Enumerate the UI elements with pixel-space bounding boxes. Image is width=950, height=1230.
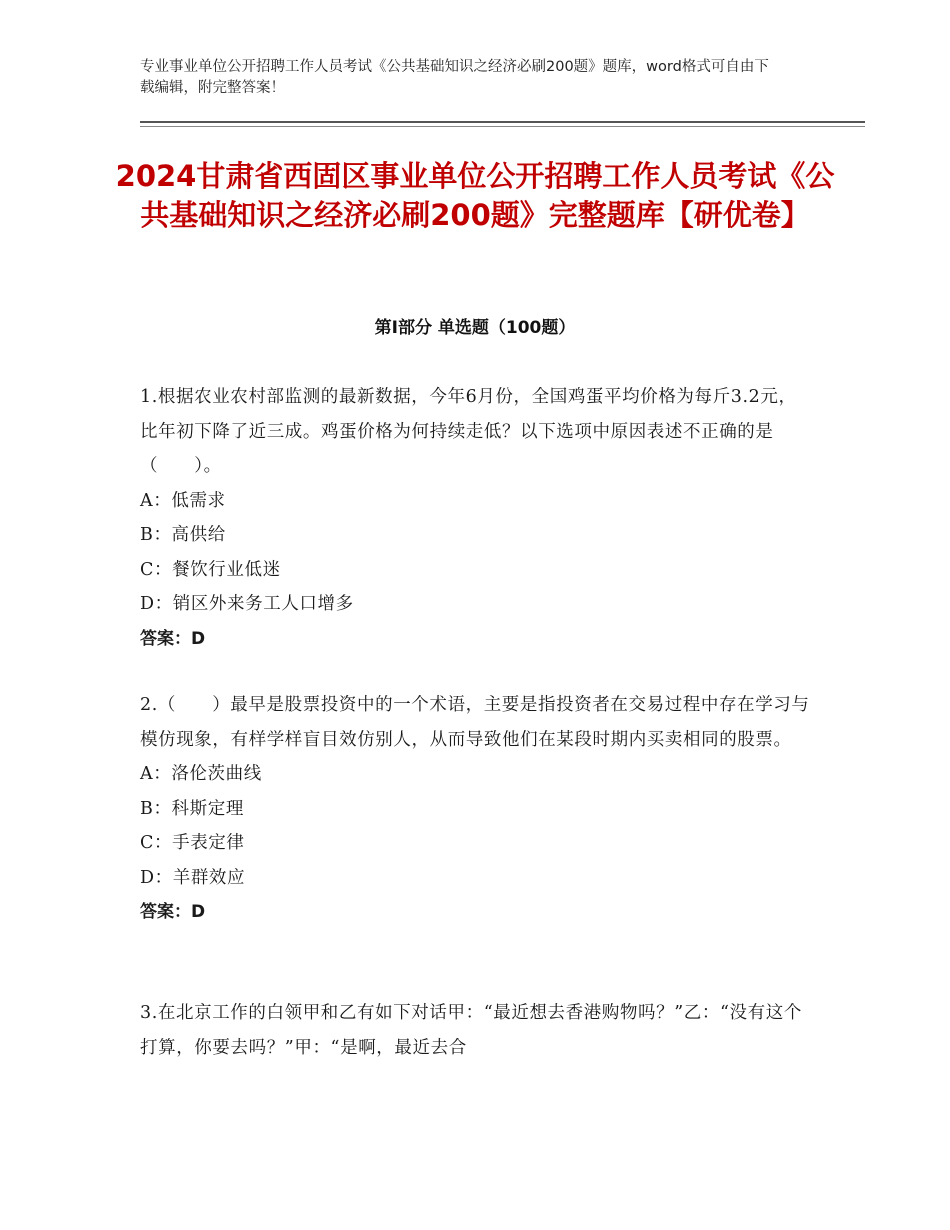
header-divider-thin [140, 126, 865, 127]
option-c: C：餐饮行业低迷 [140, 559, 281, 580]
question-3 [140, 996, 810, 1065]
question-1 [140, 380, 810, 656]
option-d: D：销区外来务工人口增多 [140, 594, 354, 614]
section-heading: 第Ⅰ部分 单选题（100题） [374, 318, 576, 338]
option-d: D：羊群效应 [140, 867, 246, 888]
option-a: A：洛伦茨曲线 [140, 764, 262, 784]
document-title: 2024甘肃省西固区事业单位公开招聘工作人员考试《公共基础知识之经济必刷200题》完整题库【研优卷】 [115, 159, 835, 232]
question-2 [140, 688, 810, 930]
option-a: A：低需求 [140, 490, 226, 511]
header-note: 专业事业单位公开招聘工作人员考试《公共基础知识之经济必刷200题》题库，word格式可自由下载编辑，附完整答案！ [140, 59, 769, 96]
question-stem: 2.（ ）最早是股票投资中的一个术语，主要是指投资者在交易过程中存在学习与模仿现象，有样学样盲目效仿别人，从而导致他们在某段时期内买卖相同的股票。 [140, 695, 810, 750]
question-stem: 1.根据农业农村部监测的最新数据，今年6月份，全国鸡蛋平均价格为每斤3.2元，比年初下降了近三成。鸡蛋价格为何持续走低？以下选项中原因表述不正确的是（ ）。 [140, 387, 797, 476]
answer-label: 答案：D [140, 628, 206, 649]
answer-label: 答案：D [140, 902, 206, 922]
option-b: B：科斯定理 [140, 798, 244, 819]
option-c: C：手表定律 [140, 833, 245, 853]
header-divider-thick [140, 121, 865, 123]
question-stem: 3.在北京工作的白领甲和乙有如下对话甲：“最近想去香港购物吗？”乙：“没有这个打算，你要去吗？”甲：“是啊，最近去合 [140, 1003, 802, 1058]
option-b: B：高供给 [140, 525, 226, 545]
